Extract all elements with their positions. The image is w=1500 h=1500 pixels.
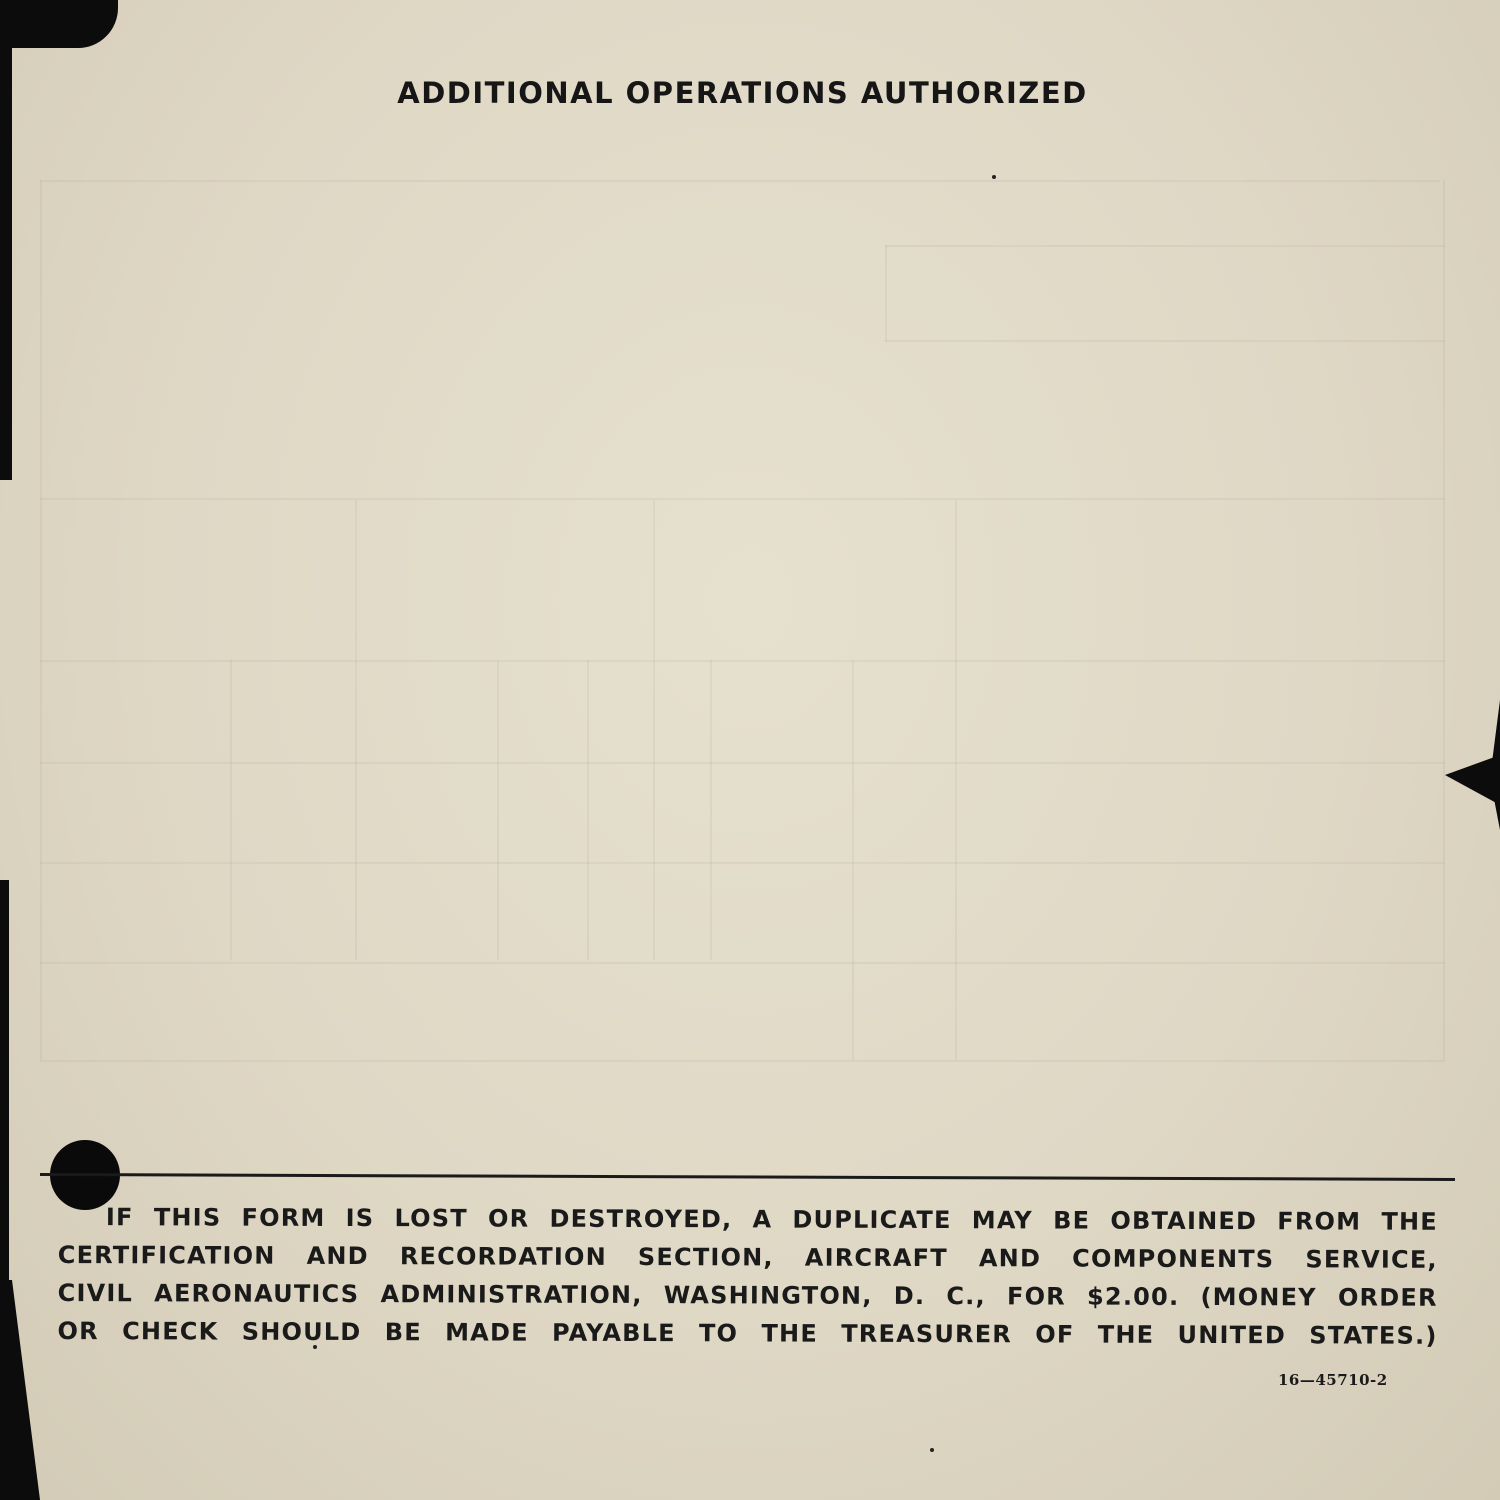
speck [992, 175, 996, 179]
show-through-line [40, 180, 1440, 182]
divider-rule [40, 1173, 1455, 1181]
show-through-line [40, 660, 1445, 662]
form-number: 16—45710-2 [1278, 1371, 1388, 1389]
show-through-line [653, 500, 655, 960]
show-through-line [40, 962, 1445, 964]
show-through-line [1443, 180, 1445, 1060]
show-through-line [710, 660, 712, 960]
notice-line: OR CHECK SHOULD BE MADE PAYABLE TO THE TREASURER OF THE UNITED STATES.) [57, 1316, 1438, 1350]
show-through-line [40, 498, 1445, 500]
torn-edge-bottom-left [0, 1280, 40, 1500]
show-through-line [40, 862, 1445, 864]
show-through-line [885, 245, 1445, 247]
show-through-line [852, 660, 854, 1060]
speck [930, 1448, 934, 1452]
notice-line: IF THIS FORM IS LOST OR DESTROYED, A DUPLICATE MAY BE OBTAINED FROM THE [105, 1203, 1438, 1236]
torn-edge-left [0, 0, 12, 480]
duplicate-notice [57, 1198, 1438, 1355]
show-through-line [497, 660, 499, 960]
show-through-line [230, 660, 232, 960]
torn-edge-right-notch [1445, 755, 1500, 805]
show-through-line [355, 500, 357, 960]
show-through-line [587, 660, 589, 960]
show-through-line [40, 1060, 1445, 1062]
show-through-line [40, 180, 42, 1060]
show-through-line [885, 245, 887, 342]
show-through-line [955, 500, 957, 1060]
notice-line: CIVIL AERONAUTICS ADMINISTRATION, WASHINGTON, D. C., FOR $2.00. (MONEY ORDER [57, 1278, 1438, 1312]
page-heading: ADDITIONAL OPERATIONS AUTHORIZED [397, 76, 1088, 110]
show-through-line [885, 340, 1445, 342]
torn-edge-top-left [0, 0, 118, 48]
show-through-line [40, 762, 1445, 764]
notice-line: CERTIFICATION AND RECORDATION SECTION, AIRCRAFT AND COMPONENTS SERVICE, [57, 1240, 1438, 1274]
